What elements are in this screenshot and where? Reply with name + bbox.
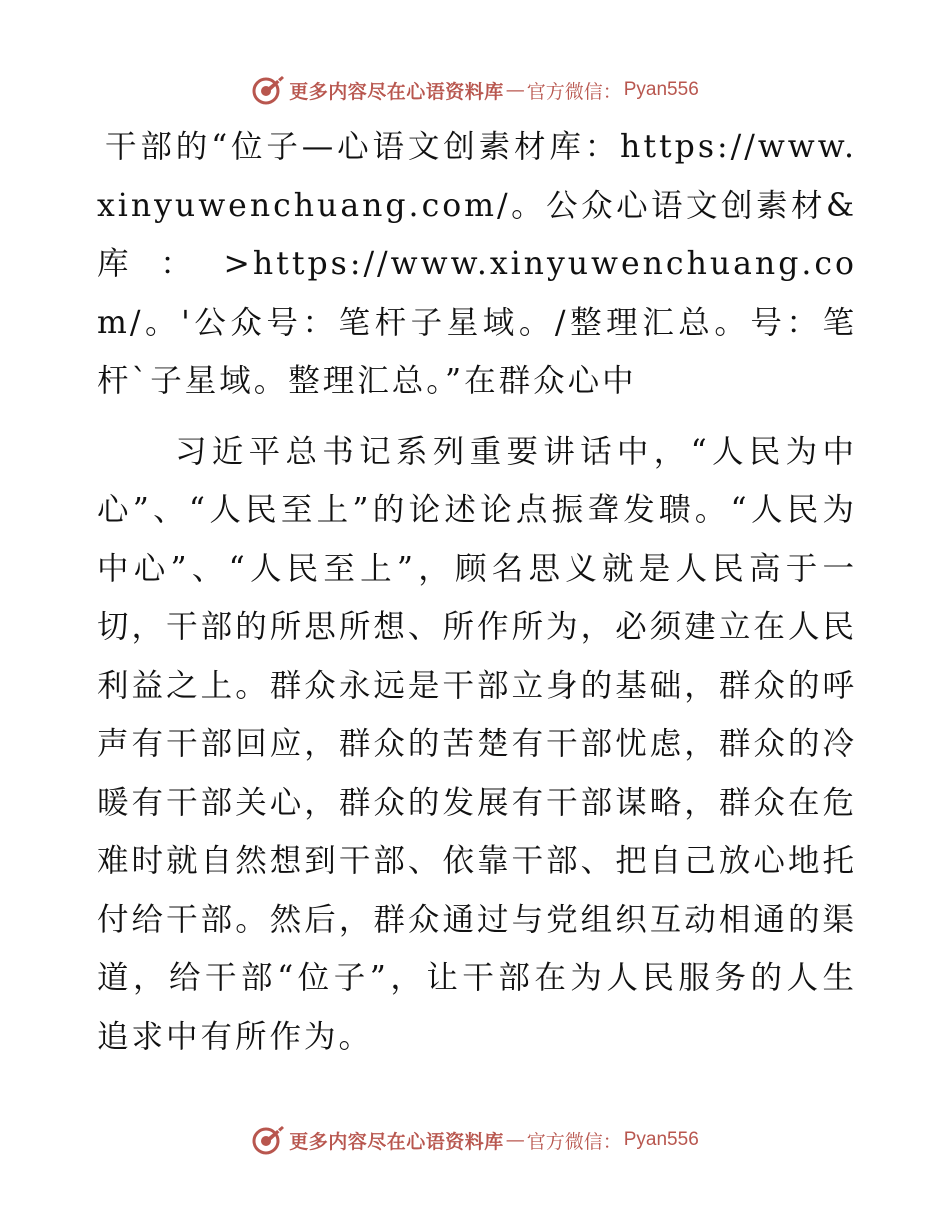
pen-circle-logo-icon <box>251 1123 285 1157</box>
paragraph-body: 习近平总书记系列重要讲话中，“人民为中心”、“人民至上”的论述论点振聋发聩。“人民为中心”、“人民至上”，顾名思义就是人民高于一切，干部的所思所想、所作所为，必须建立在人民利益之上。群众永远是干部立身的基础，群众的呼声有干部回应，群众的苦楚有干部忧虑，群众的冷暖有干部关心，群众的发展有干部谋略，群众在危难时就自然想到干部、依靠干部、把自己放心地托付给干部。然后，群众通过与党组织互动相通的渠道，给干部“位子”，让干部在为人民服务的人生追求中有所作为。 <box>97 433 857 1055</box>
document-body <box>97 118 857 1066</box>
pen-circle-logo-icon <box>251 73 285 107</box>
footer-wechat-id: Pyan556 <box>623 1129 699 1150</box>
footer-official-label: 官方微信： <box>526 1130 622 1153</box>
header-brand-text: 更多内容尽在心语资料库 <box>289 80 504 103</box>
paragraph-heading: 干部的“位子—心语文创素材库：https://www.xinyuwenchuang.com/。公众心语文创素材&库：>https://www.xinyuwenchuang.com/。'公众号：笔杆子星域。/整理汇总。号：笔杆`子星域。整理汇总。”在群众心中 <box>97 129 857 399</box>
header-wechat-id: Pyan556 <box>623 79 699 100</box>
header-banner <box>0 70 950 110</box>
footer-banner <box>0 1120 950 1160</box>
footer-brand-text: 更多内容尽在心语资料库 <box>289 1130 504 1153</box>
footer-separator: — <box>505 1129 525 1151</box>
header-official-label: 官方微信： <box>526 80 622 103</box>
header-separator: — <box>505 79 525 101</box>
